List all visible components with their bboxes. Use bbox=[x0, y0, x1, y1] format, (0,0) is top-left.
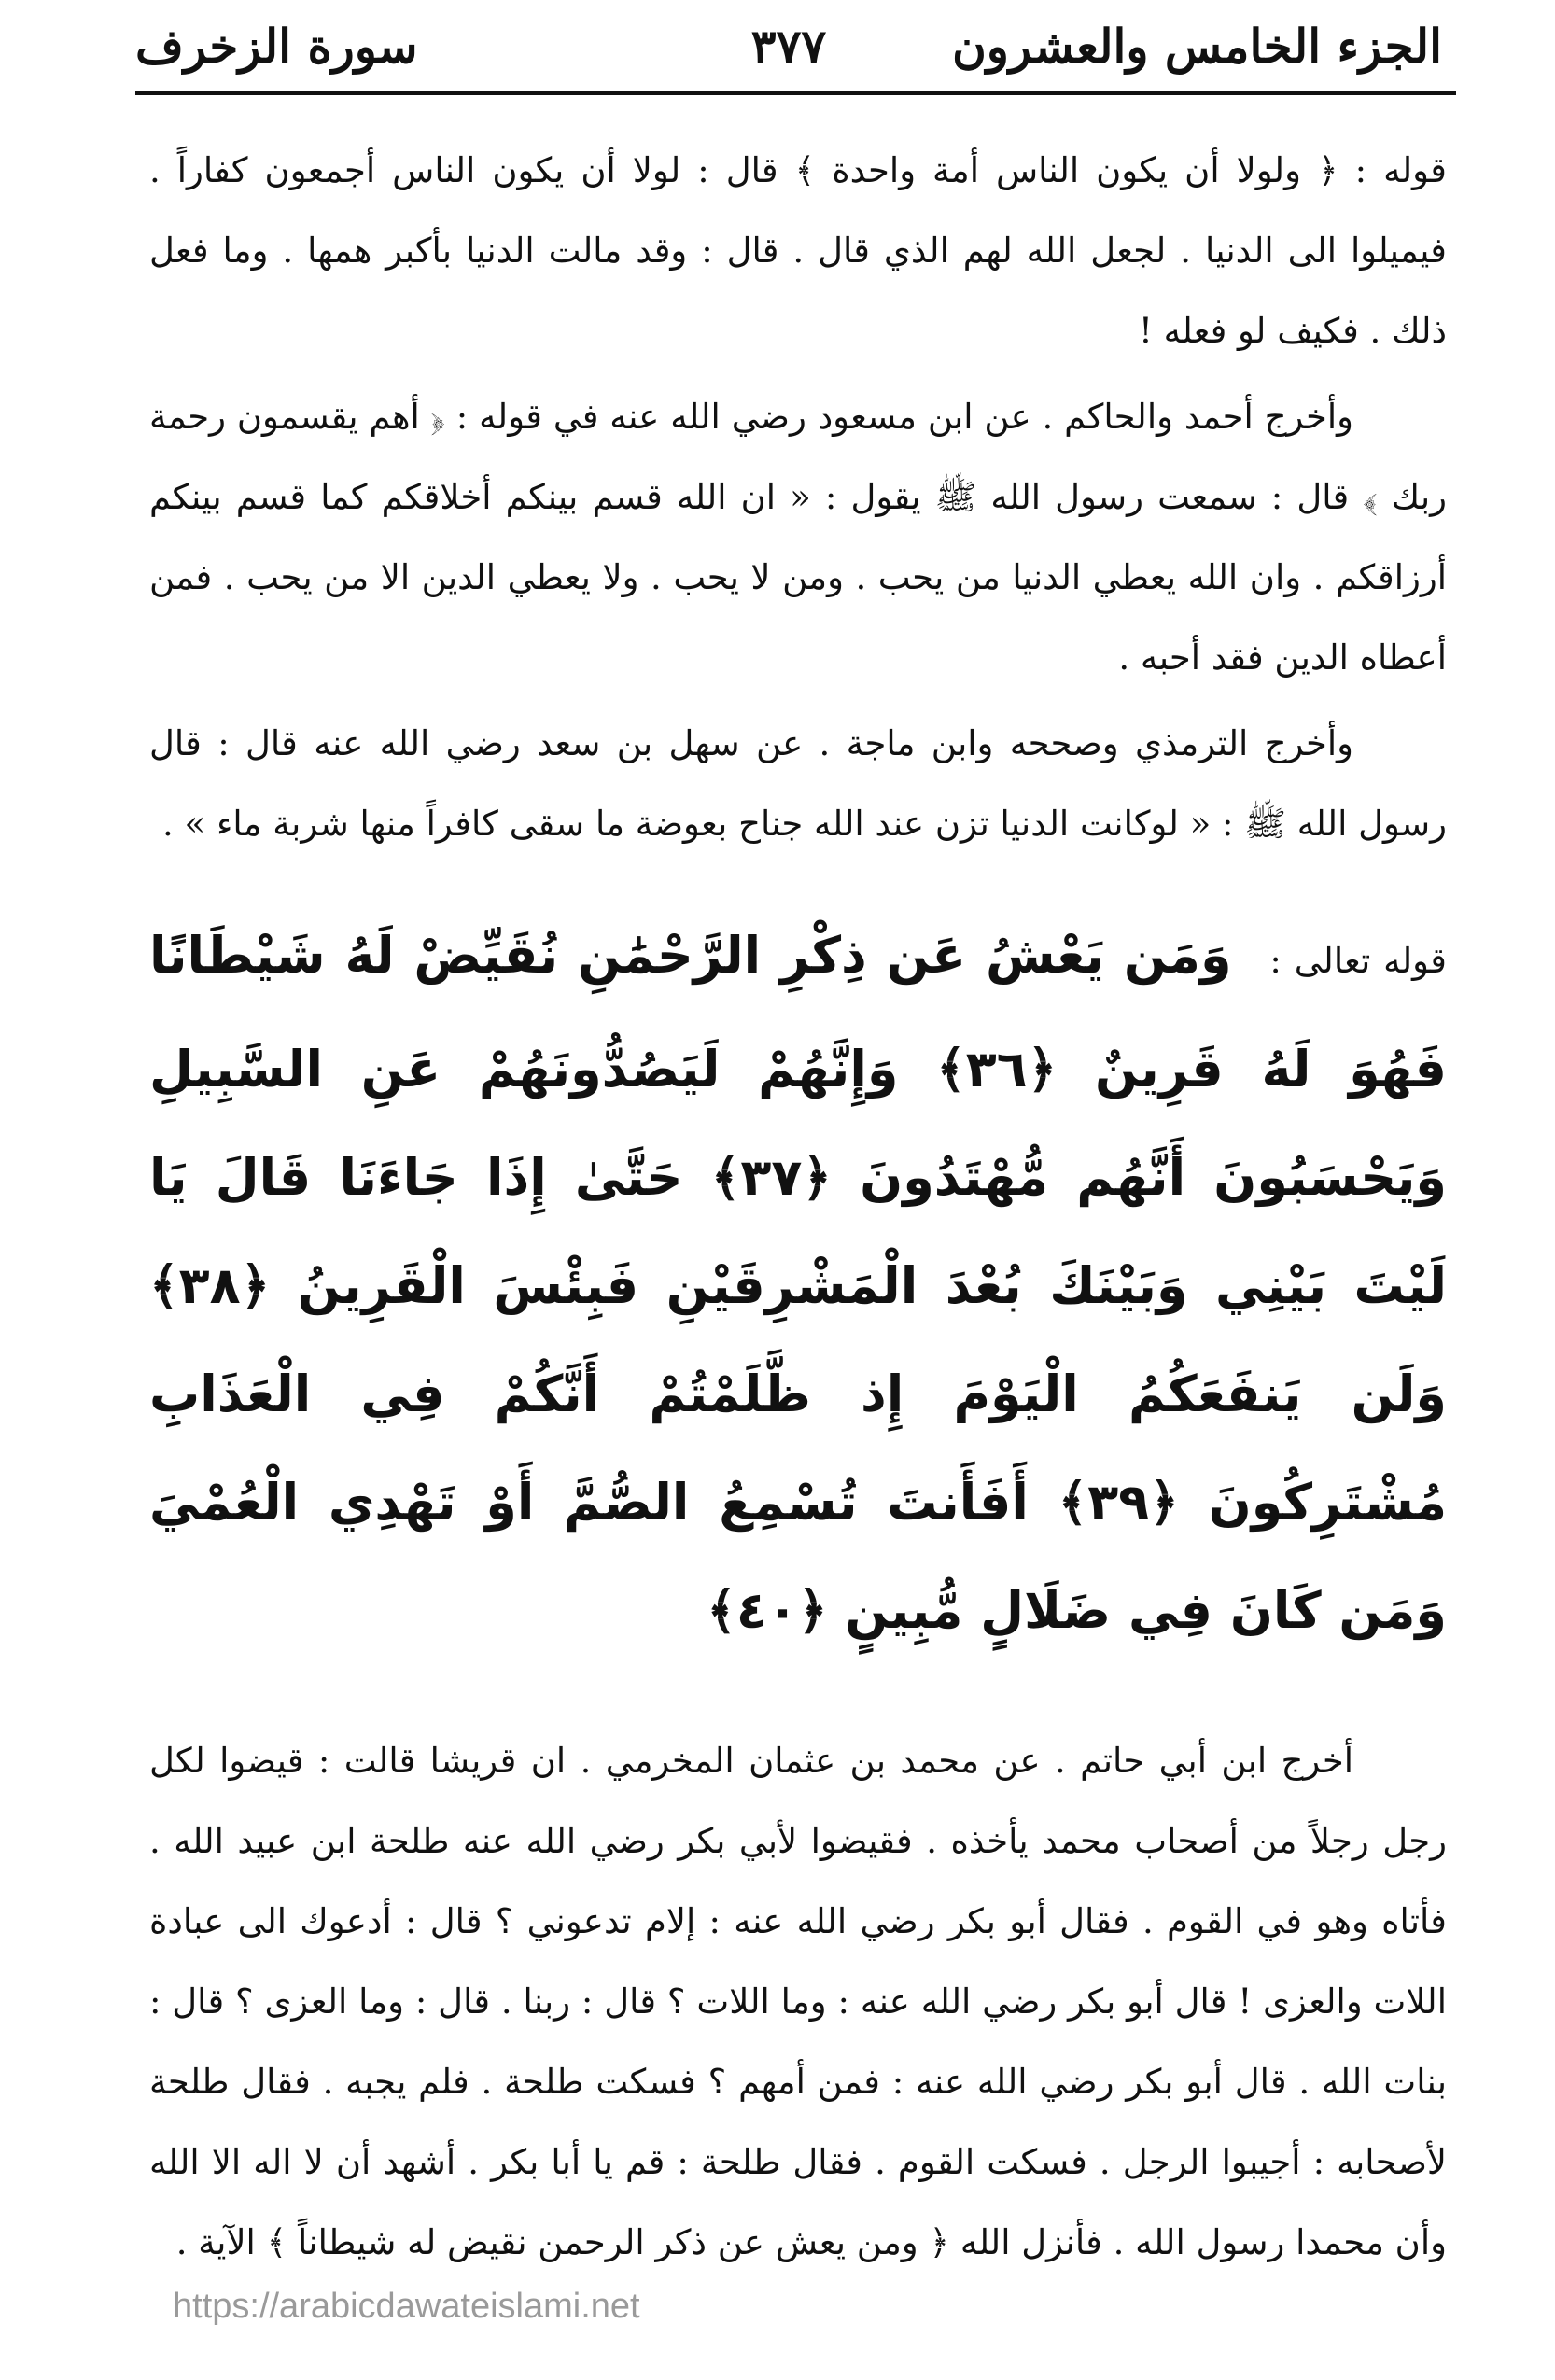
paragraph-2: وأخرج أحمد والحاكم . عن ابن مسعود رضي الله عنه في قوله : ﴿ أهم يقسمون رحمة ربك ﴾ قال : سمعت رسول الله ﷺ يقول : « ان الله قسم بينكم أخلاقكم كما قسم بينكم أرزاقكم . وان الله يعطي الدنيا من يحب . ومن لا يحب . ولا يعطي الدين الا من يحب . فمن أعطاه الدين فقد أحبه . bbox=[149, 397, 1447, 678]
quran-lead: قوله تعالى : bbox=[1269, 941, 1447, 981]
surah-title: سورة الزخرف bbox=[135, 19, 418, 74]
paragraph-1: قوله : ﴿ ولولا أن يكون الناس أمة واحدة ﴾ قال : لولا أن يكون الناس أجمعون كفاراً . فيميلوا الى الدنيا . لجعل الله لهم الذي قال . قال : وقد مالت الدنيا بأكبر همها . وما فعل ذلك . فكيف لو فعله ! bbox=[149, 150, 1447, 351]
paragraph-3: وأخرج الترمذي وصححه وابن ماجة . عن سهل بن سعد رضي الله عنه قال : قال رسول الله ﷺ : « لوكانت الدنيا تزن عند الله جناح بعوضة ما سقى كافراً منها شربة ماء » . bbox=[149, 723, 1447, 844]
juz-title: الجزء الخامس والعشرون bbox=[952, 19, 1442, 74]
page-number: ٣٧٧ bbox=[750, 19, 827, 74]
watermark-url: https://arabicdawateislami.net bbox=[173, 2287, 640, 2326]
paragraph-4: أخرج ابن أبي حاتم . عن محمد بن عثمان المخرمي . ان قريشا قالت : قيضوا لكل رجل رجلاً من أصحاب محمد يأخذه . فقيضوا لأبي بكر رضي الله عنه طلحة ابن عبيد الله . فأتاه وهو في القوم . فقال أبو بكر رضي الله عنه : إلام تدعوني ؟ قال : أدعوك الى عبادة اللات والعزى ! قال أبو بكر رضي الله عنه : وما اللات ؟ قال : ربنا . قال : وما العزى ؟ قال : بنات الله . قال أبو بكر رضي الله عنه : فمن أمهم ؟ فسكت طلحة . فلم يجبه . فقال طلحة لأصحابه : أجيبوا الرجل . فسكت القوم . فقال طلحة : قم يا أبا بكر . أشهد أن لا اله الا الله وأن محمدا رسول الله . فأنزل الله ﴿ ومن يعش عن ذكر الرحمن نقيض له شيطاناً ﴾ الآية . bbox=[149, 1741, 1447, 2262]
quran-verses bbox=[149, 902, 1447, 1665]
header-divider bbox=[135, 91, 1456, 95]
page-header bbox=[135, 9, 1442, 93]
page-body bbox=[149, 131, 1447, 2289]
quran-text: وَمَن يَعْشُ عَن ذِكْرِ الرَّحْمَٰنِ نُقَيِّضْ لَهُ شَيْطَانًا فَهُوَ لَهُ قَرِينٌ ﴿٣٦﴾ وَإِنَّهُمْ لَيَصُدُّونَهُمْ عَنِ السَّبِيلِ وَيَحْسَبُونَ أَنَّهُم مُّهْتَدُونَ ﴿٣٧﴾ حَتَّىٰ إِذَا جَاءَنَا قَالَ يَا لَيْتَ بَيْنِي وَبَيْنَكَ بُعْدَ الْمَشْرِقَيْنِ فَبِئْسَ الْقَرِينُ ﴿٣٨﴾ وَلَن يَنفَعَكُمُ الْيَوْمَ إِذ ظَّلَمْتُمْ أَنَّكُمْ فِي الْعَذَابِ مُشْتَرِكُونَ ﴿٣٩﴾ أَفَأَنتَ تُسْمِعُ الصُّمَّ أَوْ تَهْدِي الْعُمْيَ وَمَن كَانَ فِي ضَلَالٍ مُّبِينٍ ﴿٤٠﴾ bbox=[149, 926, 1447, 1640]
